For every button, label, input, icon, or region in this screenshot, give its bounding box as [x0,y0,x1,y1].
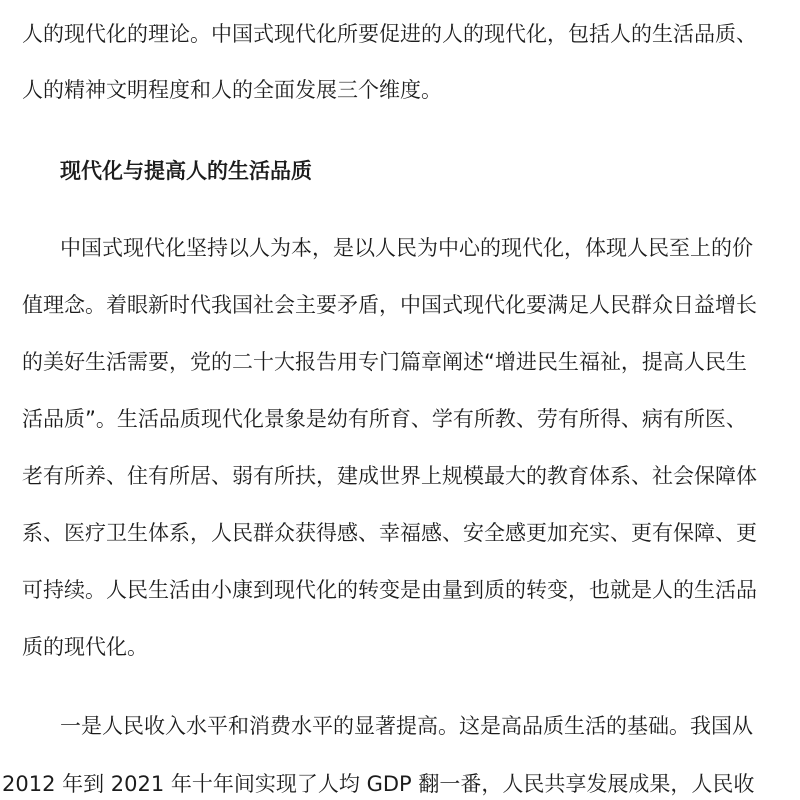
paragraph-line: 值理念。着眼新时代我国社会主要矛盾，中国式现代化要满足人民群众日益增长 [22,293,757,317]
section-heading: 现代化与提高人的生活品质 [60,159,312,183]
intro-paragraph-line: 人的精神文明程度和人的全面发展三个维度。 [22,78,442,102]
paragraph-line: 可持续。人民生活由小康到现代化的转变是由量到质的转变，也就是人的生活品 [22,578,757,602]
paragraph-line: 中国式现代化坚持以人为本，是以人民为中心的现代化，体现人民至上的价 [60,236,753,260]
paragraph-line: 质的现代化。 [22,635,148,659]
paragraph-line: 一是人民收入水平和消费水平的显著提高。这是高品质生活的基础。我国从 [60,714,753,738]
intro-paragraph-line: 人的现代化的理论。中国式现代化所要促进的人的现代化，包括人的生活品质、 [22,22,757,46]
paragraph-line: 老有所养、住有所居、弱有所扶，建成世界上规模最大的教育体系、社会保障体 [22,464,757,488]
paragraph-line: 活品质”。生活品质现代化景象是幼有所育、学有所教、劳有所得、病有所医、 [22,407,747,431]
paragraph-line: 2012 年到 2021 年十年间实现了人均 GDP 翻一番，人民共享发展成果，人民收 [2,772,755,796]
paragraph-line: 的美好生活需要，党的二十大报告用专门篇章阐述“增进民生福祉，提高人民生 [22,350,747,374]
paragraph-line: 系、医疗卫生体系，人民群众获得感、幸福感、安全感更加充实、更有保障、更 [22,521,757,545]
